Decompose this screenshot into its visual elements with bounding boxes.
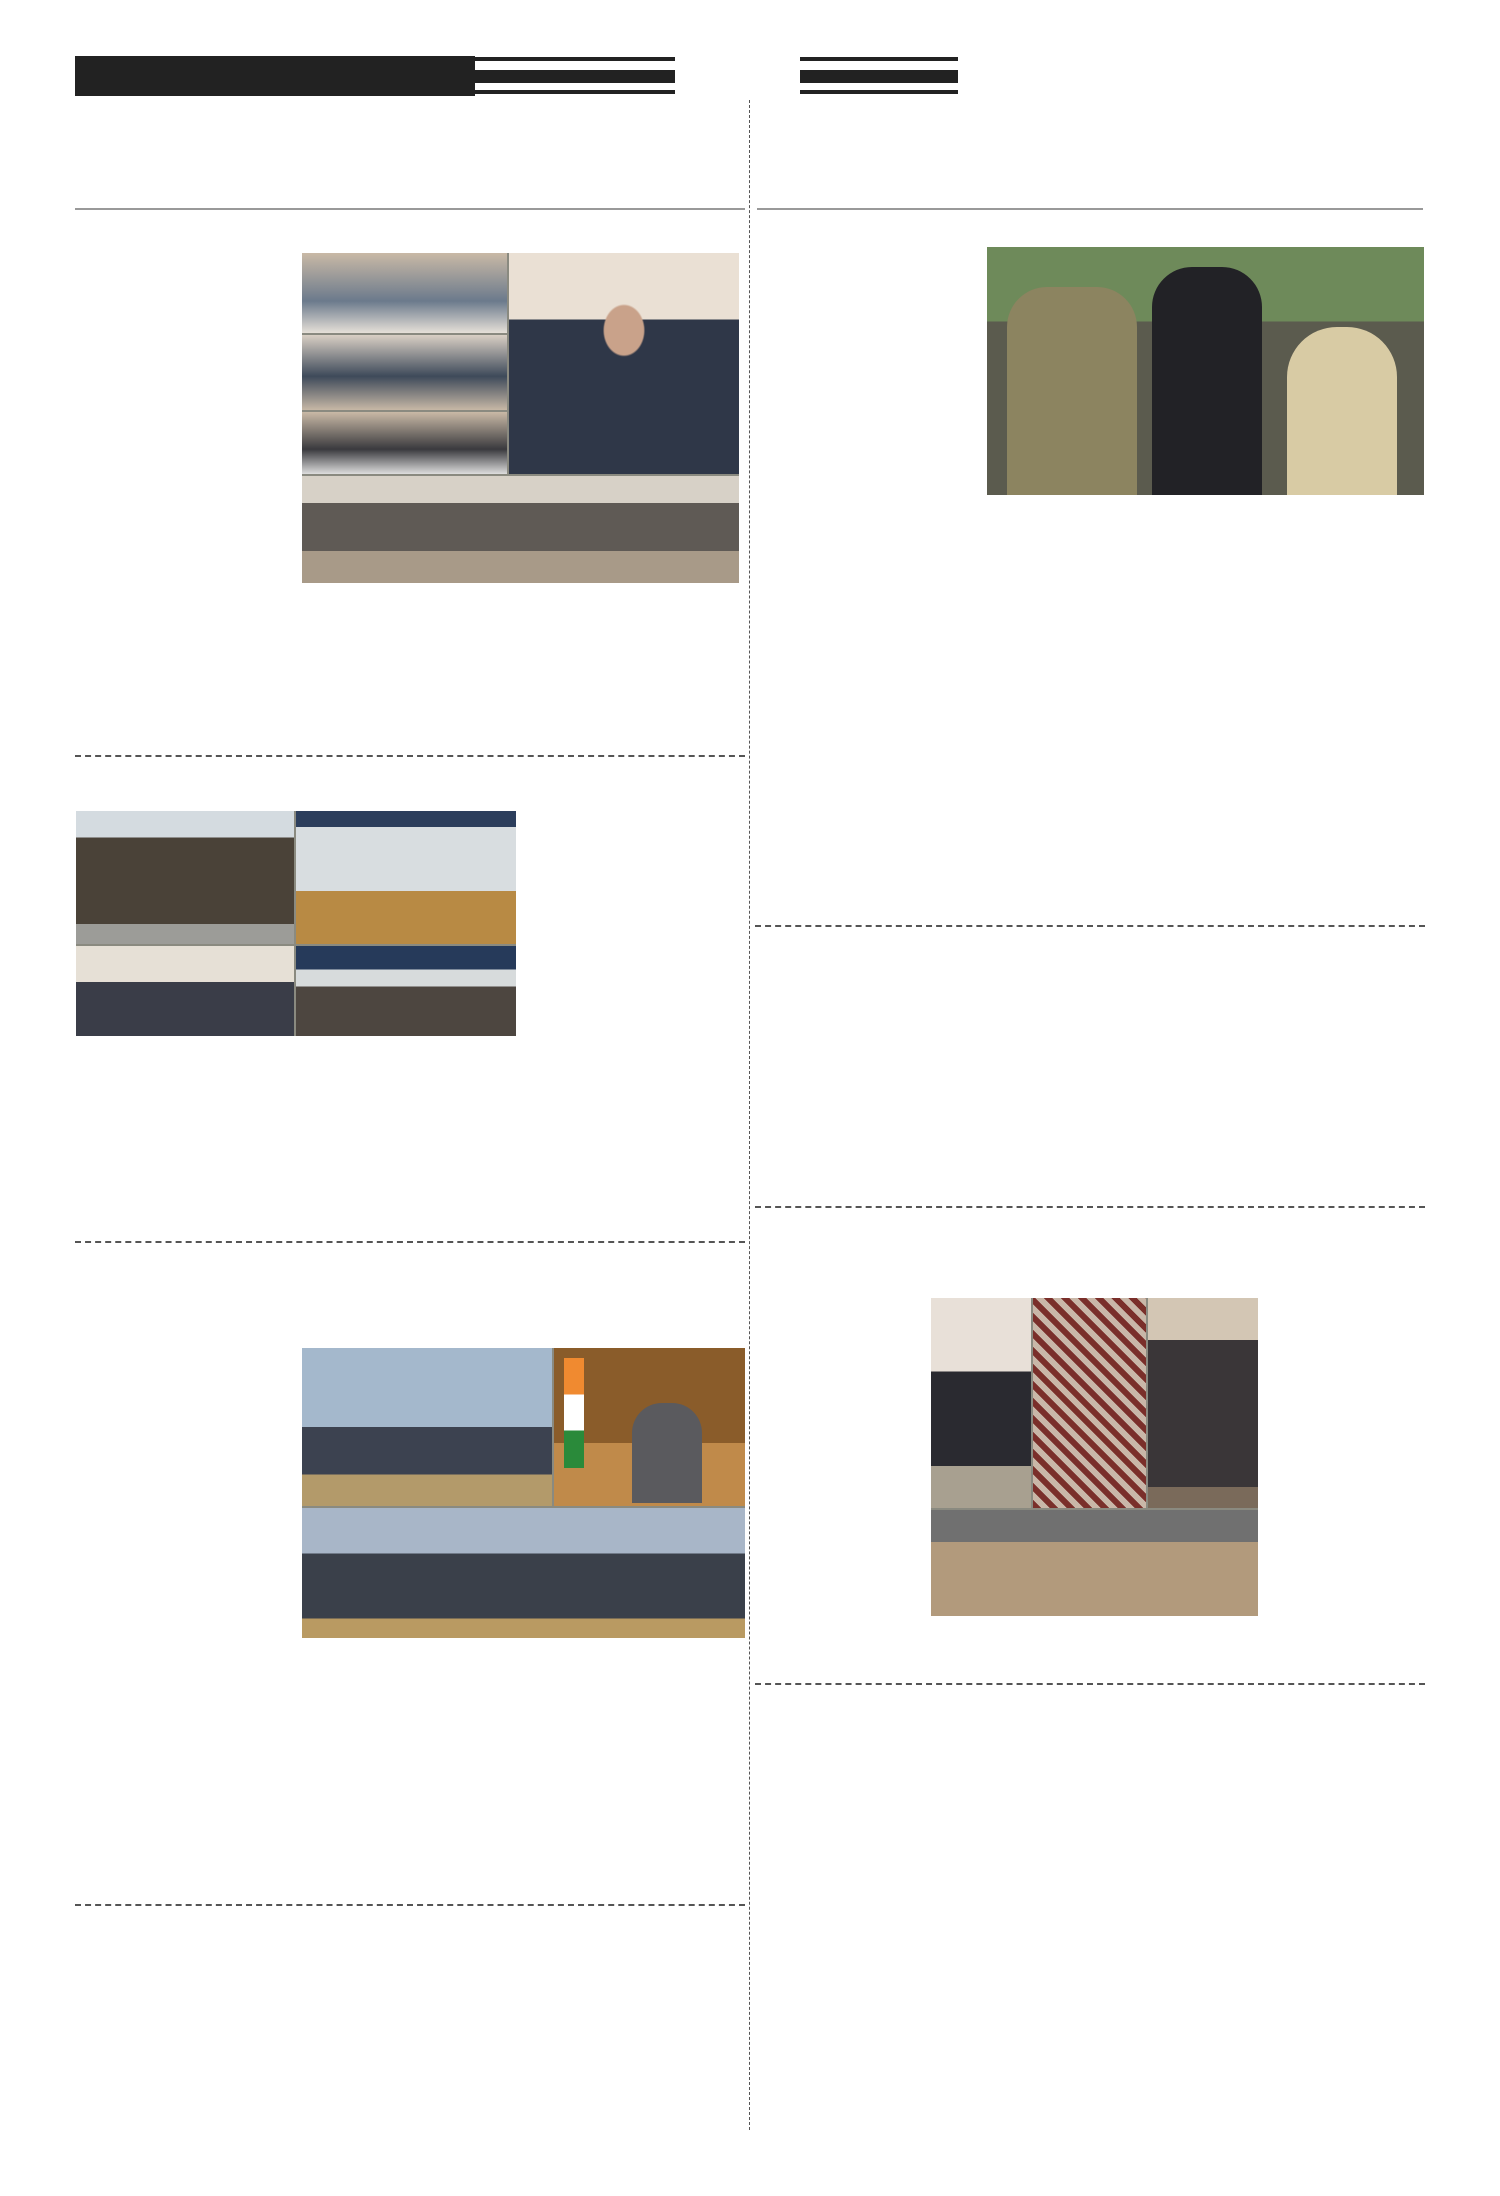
article-photo-pulwama-meeting (302, 1348, 745, 1638)
article-photo-zainapora-camp (76, 811, 516, 1036)
column-divider (749, 100, 750, 2130)
section-divider (75, 755, 745, 757)
section-divider (75, 1241, 745, 1243)
article-photo-kulgam-meeting (302, 253, 739, 583)
section-divider (755, 1683, 1425, 1685)
article-subheadline (75, 208, 745, 210)
article-photo-budgam-officials (987, 247, 1424, 495)
section-divider (75, 1904, 745, 1906)
article-photo-vibrant-celebrations (931, 1298, 1258, 1616)
article-subheadline (757, 208, 1423, 210)
masthead-rule-left (475, 57, 675, 95)
masthead-rule-right (800, 57, 958, 95)
section-divider (755, 1206, 1425, 1208)
section-divider (755, 925, 1425, 927)
masthead-paper-name (75, 56, 475, 96)
